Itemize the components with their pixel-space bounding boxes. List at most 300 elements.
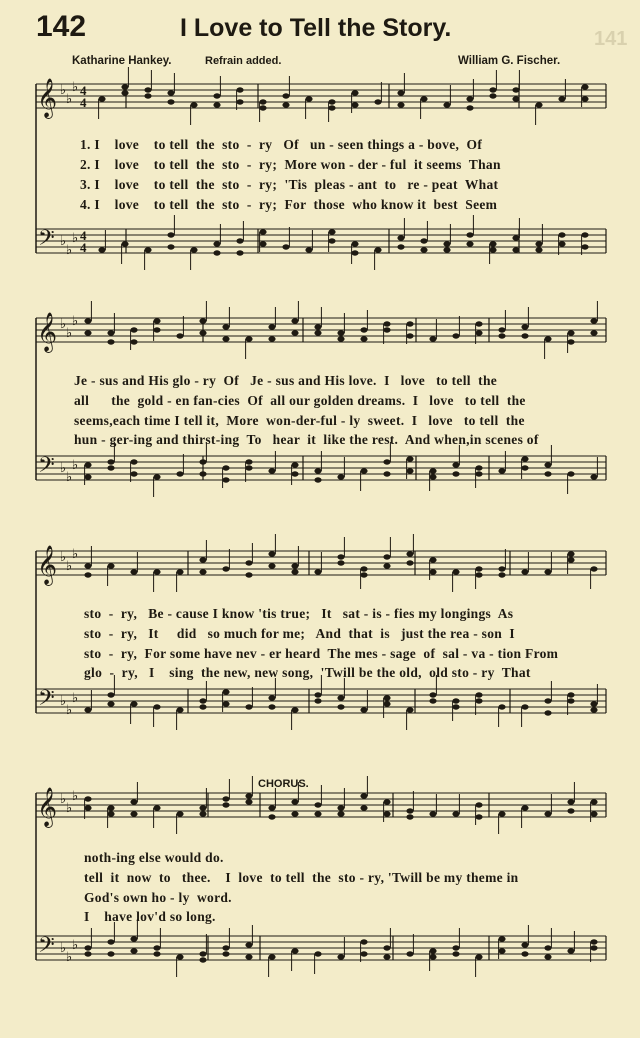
note-head [535,241,542,246]
lyric-line-s3-v3: sto - ry, For some have nev - er heard The mes - sage of sal - va - tion From [84,646,559,661]
note-head [291,563,298,568]
note-head [153,318,160,323]
flat-sign-icon: ♭ [66,243,73,258]
note-head [512,96,519,101]
hymn-number: 142 [36,10,87,43]
note-head [222,802,229,807]
note-head [245,465,252,470]
note-head [383,554,390,559]
note-head [452,945,459,950]
note-head [337,474,344,479]
lyric-line-s2-v2: all the gold - en fan-cies Of all our golden dreams. I love to tell the [74,393,526,408]
note-head [107,563,114,568]
note-head [328,105,335,110]
note-head [383,811,390,816]
note-head [397,235,404,240]
note-head [84,951,91,956]
flat-sign-icon: ♭ [66,559,73,574]
lyric-line-s3-v2: sto - ry, It did so much for me; And that is just the rea - son I [84,626,515,641]
note-head [360,468,367,473]
note-head [429,557,436,562]
lyric-line-s1-v2: 2. I love to tell the sto - ry; More won - der - ful it seems Than [80,157,501,172]
note-head [144,247,151,252]
flat-sign-icon: ♭ [72,691,79,706]
note-head [268,336,275,341]
note-head [199,557,206,562]
note-head [498,333,505,338]
lyric-line-s4-v1: noth-ing else would do. [84,850,224,865]
note-head [397,244,404,249]
note-head [328,229,335,234]
flat-sign-icon: ♭ [72,938,79,953]
note-head [374,247,381,252]
note-head [498,468,505,473]
lyric-line-s1-v3: 3. I love to tell the sto - ry; 'Tis pleas - ant to re - peat What [80,177,499,192]
note-head [245,942,252,947]
note-head [498,327,505,332]
note-head [452,951,459,956]
note-head [222,336,229,341]
lyric-line-s1-v1: 1. I love to tell the sto - ry Of un - seen things a - bove, Of [80,137,483,152]
note-head [475,471,482,476]
note-head [567,808,574,813]
note-head [567,330,574,335]
note-head [429,468,436,473]
note-head [452,698,459,703]
note-head [167,244,174,249]
note-head [544,462,551,467]
note-head [199,704,206,709]
note-head [383,459,390,464]
note-head [475,814,482,819]
note-head [567,557,574,562]
note-head [581,244,588,249]
note-head [406,468,413,473]
note-head [452,471,459,476]
note-head [84,330,91,335]
note-head [130,569,137,574]
bleed-through-page-number: 141 [594,28,628,50]
note-head [337,811,344,816]
note-head [199,698,206,703]
note-head [590,318,597,323]
note-head [236,250,243,255]
note-head [498,572,505,577]
note-head [153,474,160,479]
note-head [521,569,528,574]
note-head [429,954,436,959]
note-head [314,468,321,473]
note-head [222,951,229,956]
flat-sign-icon: ♭ [72,80,79,95]
note-head [291,569,298,574]
note-head [176,333,183,338]
note-head [383,471,390,476]
note-head [259,229,266,234]
note-head [383,327,390,332]
note-head [176,707,183,712]
note-head [466,96,473,101]
lyric-line-s2-v3: seems,each time I tell it, More won-der-ful - ly sweet. I love to tell the [74,413,525,428]
note-head [420,238,427,243]
flat-sign-icon: ♭ [60,317,67,332]
note-head [452,811,459,816]
note-head [521,704,528,709]
note-head [590,811,597,816]
note-head [84,572,91,577]
note-head [567,948,574,953]
note-head [121,84,128,89]
note-head [314,324,321,329]
note-head [544,471,551,476]
note-head [121,241,128,246]
note-head [153,951,160,956]
note-head [199,951,206,956]
note-head [314,802,321,807]
note-head [581,232,588,237]
note-head [291,318,298,323]
note-head [259,99,266,104]
note-head [84,318,91,323]
note-head [535,247,542,252]
note-head [406,814,413,819]
note-head [222,701,229,706]
note-head [328,238,335,243]
note-head [107,330,114,335]
note-head [107,951,114,956]
note-head [314,569,321,574]
note-head [268,551,275,556]
note-head [107,811,114,816]
lyric-line-s1-v4: 4. I love to tell the sto - ry; For those who know it best Seem [80,197,498,212]
note-head [498,704,505,709]
note-head [199,811,206,816]
note-head [498,566,505,571]
note-head [590,707,597,712]
treble-clef-icon: 𝄞 [37,545,58,585]
note-head [130,936,137,941]
note-head [84,805,91,810]
bass-clef-icon: 𝄢 [38,453,55,483]
note-head [84,462,91,467]
flat-sign-icon: ♭ [60,83,67,98]
note-head [452,704,459,709]
note-head [107,459,114,464]
note-head [144,87,151,92]
note-head [420,247,427,252]
treble-clef-icon: 𝄞 [37,312,58,352]
note-head [337,954,344,959]
note-head [429,698,436,703]
note-head [475,692,482,697]
note-head [84,796,91,801]
note-head [489,247,496,252]
note-head [360,939,367,944]
note-head [521,805,528,810]
note-head [383,701,390,706]
note-head [498,948,505,953]
note-head [406,707,413,712]
note-head [337,330,344,335]
note-head [98,96,105,101]
note-head [291,462,298,467]
note-head [213,93,220,98]
note-head [581,96,588,101]
note-head [544,811,551,816]
note-head [268,814,275,819]
note-head [535,102,542,107]
note-head [567,551,574,556]
note-head [406,808,413,813]
flat-sign-icon: ♭ [60,461,67,476]
note-head [130,811,137,816]
note-head [406,333,413,338]
note-head [374,99,381,104]
note-head [268,324,275,329]
note-head [567,799,574,804]
note-head [337,336,344,341]
note-head [213,250,220,255]
note-head [245,572,252,577]
note-head [107,339,114,344]
note-head [544,954,551,959]
note-head [84,945,91,950]
note-head [328,99,335,104]
flat-sign-icon: ♭ [72,314,79,329]
note-head [222,945,229,950]
note-head [291,330,298,335]
note-head [144,93,151,98]
time-signature-digit: 4 [80,228,87,243]
note-head [305,96,312,101]
bass-clef-icon: 𝄢 [38,226,55,256]
note-head [190,102,197,107]
note-head [291,471,298,476]
note-head [521,465,528,470]
bass-clef-icon: 𝄢 [38,933,55,963]
note-head [429,692,436,697]
note-head [475,698,482,703]
note-head [489,87,496,92]
flat-sign-icon: ♭ [60,694,67,709]
note-head [475,566,482,571]
note-head [383,563,390,568]
note-head [167,90,174,95]
note-head [84,563,91,568]
note-head [291,707,298,712]
note-head [498,936,505,941]
note-head [314,698,321,703]
flat-sign-icon: ♭ [60,941,67,956]
note-head [337,554,344,559]
note-head [558,241,565,246]
note-head [84,474,91,479]
note-head [429,811,436,816]
note-head [153,805,160,810]
note-head [443,102,450,107]
note-head [360,327,367,332]
note-head [360,336,367,341]
note-head [176,569,183,574]
flat-sign-icon: ♭ [72,231,79,246]
note-head [167,99,174,104]
note-head [337,560,344,565]
note-head [429,474,436,479]
note-head [98,247,105,252]
note-head [466,232,473,237]
note-head [360,793,367,798]
note-head [176,954,183,959]
note-head [567,471,574,476]
note-head [443,241,450,246]
note-head [268,704,275,709]
note-head [153,704,160,709]
note-head [199,569,206,574]
note-head [406,321,413,326]
note-head [245,336,252,341]
note-head [222,477,229,482]
flat-sign-icon: ♭ [66,950,73,965]
note-head [337,805,344,810]
note-head [291,799,298,804]
note-head [213,241,220,246]
note-head [544,945,551,950]
note-head [222,566,229,571]
note-head [521,942,528,947]
note-head [130,701,137,706]
flat-sign-icon: ♭ [60,234,67,249]
lyric-line-s2-v4: hun - ger-ing and thirst-ing To hear it like the rest. And when,in scenes of [74,432,539,447]
note-head [222,324,229,329]
note-head [337,704,344,709]
lyric-line-s2-v1: Je - sus and His glo - ry Of Je - sus and His love. I love to tell the [74,373,498,388]
note-head [121,90,128,95]
note-head [466,241,473,246]
note-head [130,327,137,332]
note-head [475,572,482,577]
note-head [259,241,266,246]
note-head [590,945,597,950]
treble-clef-icon: 𝄞 [37,78,58,118]
time-signature-digit: 4 [80,95,87,110]
note-head [107,939,114,944]
note-head [268,468,275,473]
note-head [190,247,197,252]
note-head [406,551,413,556]
note-head [337,695,344,700]
note-head [314,951,321,956]
note-head [282,244,289,249]
note-head [213,102,220,107]
note-head [245,459,252,464]
note-head [489,93,496,98]
note-head [443,247,450,252]
bass-clef-icon: 𝄢 [38,686,55,716]
flat-sign-icon: ♭ [66,801,73,816]
note-head [282,102,289,107]
note-head [590,330,597,335]
treble-clef-icon: 𝄞 [37,787,58,827]
note-head [130,948,137,953]
note-head [475,330,482,335]
lyric-line-s3-v1: sto - ry, Be - cause I know 'tis true; It sat - is - fies my longings As [84,606,514,621]
note-head [167,232,174,237]
note-head [383,954,390,959]
note-head [512,87,519,92]
lyric-line-s4-v4: I have lov'd so long. [84,909,216,924]
note-head [176,471,183,476]
note-head [452,333,459,338]
note-head [130,471,137,476]
note-head [360,805,367,810]
note-head [282,93,289,98]
note-head [521,333,528,338]
note-head [199,459,206,464]
note-head [236,99,243,104]
note-head [245,799,252,804]
note-head [199,805,206,810]
note-head [521,324,528,329]
flat-sign-icon: ♭ [66,470,73,485]
note-head [489,241,496,246]
lyric-line-s4-v3: God's own ho - ly word. [84,890,232,905]
note-head [268,695,275,700]
note-head [452,569,459,574]
note-head [314,477,321,482]
note-head [397,102,404,107]
time-signature-digit: 4 [80,240,87,255]
time-signature-digit: 4 [80,83,87,98]
note-head [351,90,358,95]
note-head [429,336,436,341]
note-head [268,563,275,568]
note-head [291,811,298,816]
note-head [236,87,243,92]
note-head [268,805,275,810]
note-head [130,799,137,804]
note-head [498,811,505,816]
note-head [107,805,114,810]
note-head [130,339,137,344]
note-head [581,84,588,89]
flat-sign-icon: ♭ [72,458,79,473]
note-head [222,689,229,694]
note-head [130,459,137,464]
note-head [383,945,390,950]
note-head [351,102,358,107]
lyricist-credit: Katharine Hankey. [72,55,172,67]
composer-credit: William G. Fischer. [458,55,561,67]
note-head [406,456,413,461]
note-head [475,954,482,959]
flat-sign-icon: ♭ [60,792,67,807]
note-head [544,710,551,715]
note-head [360,951,367,956]
note-head [397,90,404,95]
note-head [383,799,390,804]
note-head [521,456,528,461]
note-head [590,799,597,804]
note-head [199,330,206,335]
lyric-line-s4-v2: tell it now to thee. I love to tell the sto - ry, 'Twill be my theme in [84,870,519,885]
note-head [406,951,413,956]
note-head [452,462,459,467]
note-head [475,465,482,470]
note-head [567,339,574,344]
note-head [590,939,597,944]
note-head [153,569,160,574]
note-head [558,96,565,101]
